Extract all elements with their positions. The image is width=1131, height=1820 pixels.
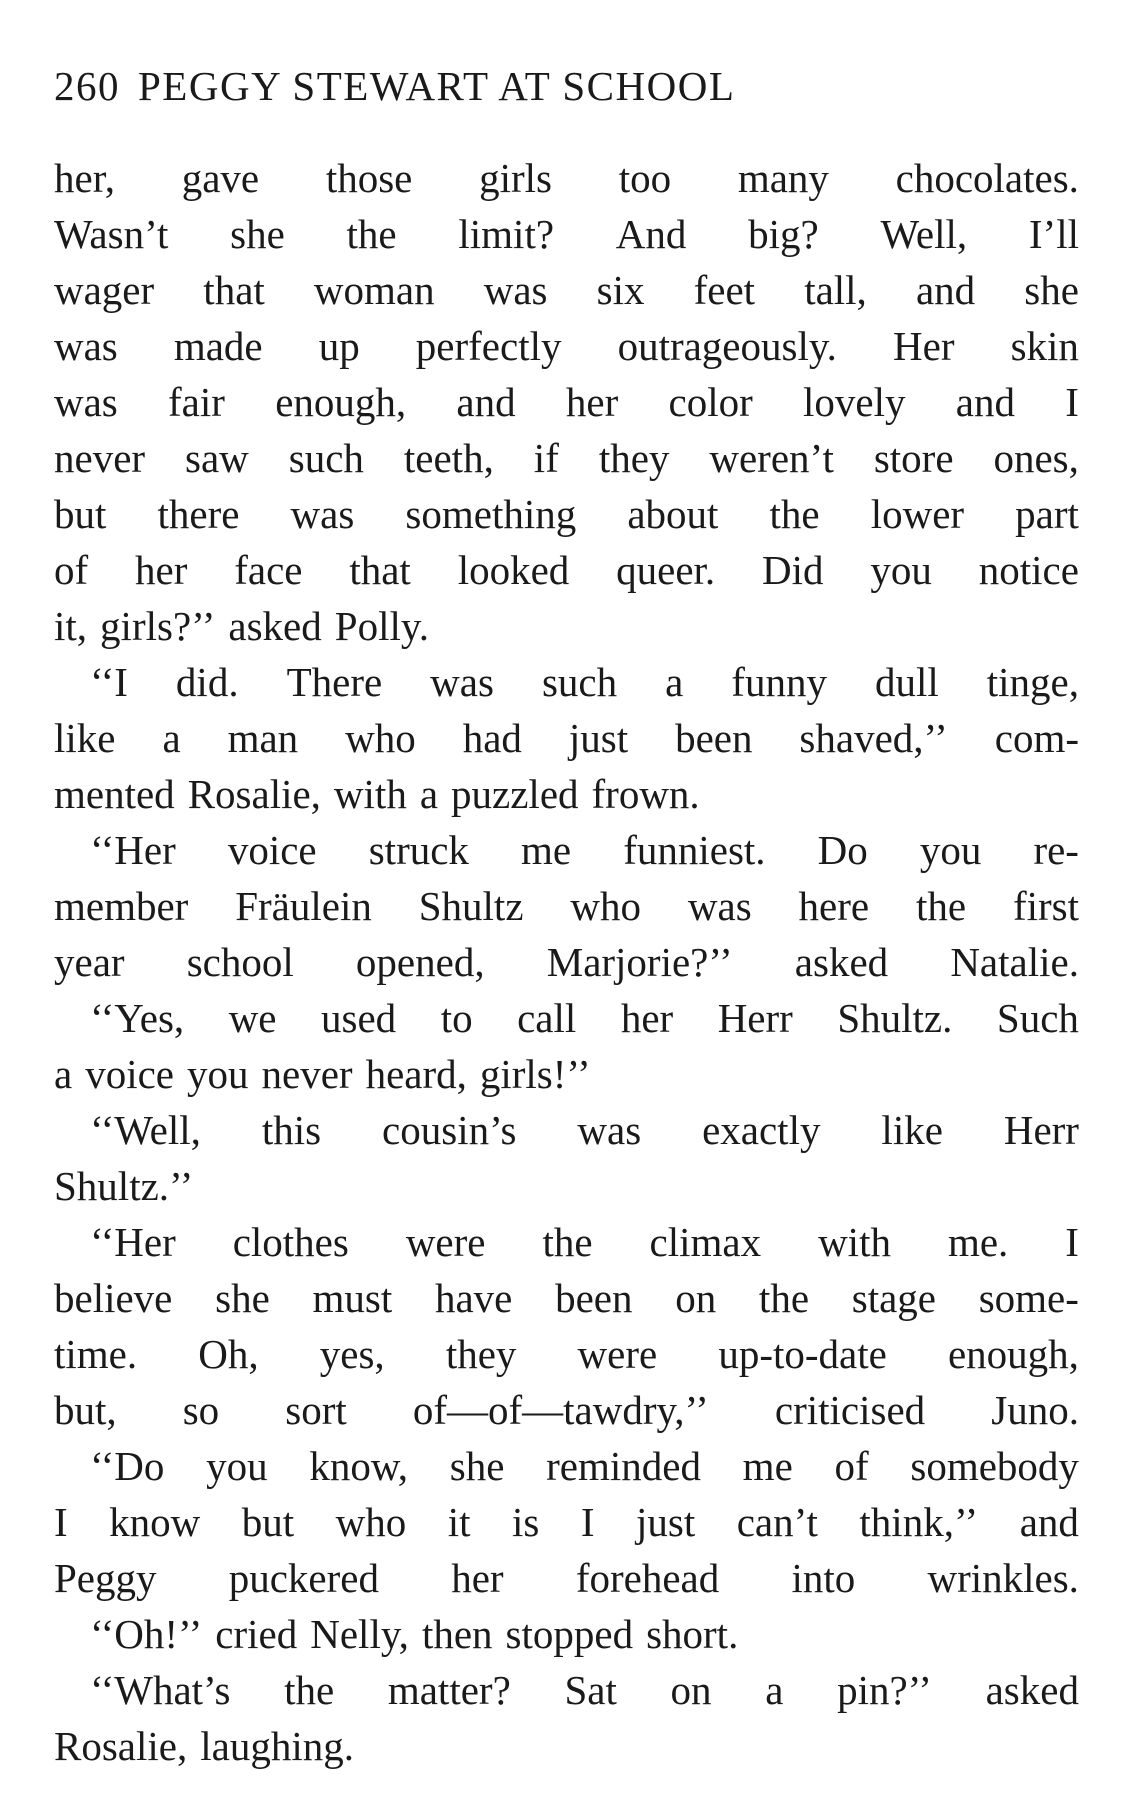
text-line: ‘‘Her clothes were the climax with me. I — [90, 1219, 1079, 1265]
text-line: but there was something about the lower part — [54, 491, 1079, 537]
text-line: Shultz.’’ — [54, 1163, 194, 1209]
text-line: wager that woman was six feet tall, and she — [54, 267, 1079, 313]
running-head — [54, 62, 735, 110]
text-line: ‘‘Oh!’’ cried Nelly, then stopped short. — [90, 1611, 739, 1657]
book-title: PEGGY STEWART AT SCHOOL — [138, 63, 736, 109]
text-line: time. Oh, yes, they were up-to-date enough, — [54, 1331, 1079, 1377]
text-line: mented Rosalie, with a puzzled frown. — [54, 771, 700, 817]
text-line: but, so sort of—of—tawdry,’’ criticised Juno. — [54, 1387, 1079, 1433]
body-text — [54, 150, 1079, 1774]
text-line: Rosalie, laughing. — [54, 1723, 354, 1769]
text-line: ‘‘Her voice struck me funniest. Do you re- — [90, 827, 1079, 873]
text-line: like a man who had just been shaved,’’ com- — [54, 715, 1079, 761]
text-line: ‘‘Yes, we used to call her Herr Shultz. Such — [90, 995, 1079, 1041]
text-line: member Fräulein Shultz who was here the first — [54, 883, 1079, 929]
text-line: ‘‘I did. There was such a funny dull tinge, — [90, 659, 1079, 705]
text-line: of her face that looked queer. Did you notice — [54, 547, 1079, 593]
text-line: Peggy puckered her forehead into wrinkles. — [54, 1555, 1079, 1601]
text-line: believe she must have been on the stage some- — [54, 1275, 1079, 1321]
text-line: ‘‘What’s the matter? Sat on a pin?’’ asked — [90, 1667, 1079, 1713]
text-line: ‘‘Well, this cousin’s was exactly like Herr — [90, 1107, 1079, 1153]
text-line: her, gave those girls too many chocolates. — [54, 155, 1079, 201]
text-line: ‘‘Do you know, she reminded me of somebody — [90, 1443, 1079, 1489]
text-line: never saw such teeth, if they weren’t store ones, — [54, 435, 1079, 481]
text-line: was fair enough, and her color lovely and I — [54, 379, 1079, 425]
text-line: was made up perfectly outrageously. Her skin — [54, 323, 1079, 369]
text-line: year school opened, Marjorie?’’ asked Natalie. — [54, 939, 1079, 985]
text-line: Wasn’t she the limit? And big? Well, I’ll — [54, 211, 1079, 257]
page-number: 260 — [54, 63, 120, 109]
text-line: I know but who it is I just can’t think,’’ and — [54, 1499, 1079, 1545]
text-line: a voice you never heard, girls!’’ — [54, 1051, 591, 1097]
text-line: it, girls?’’ asked Polly. — [54, 603, 429, 649]
